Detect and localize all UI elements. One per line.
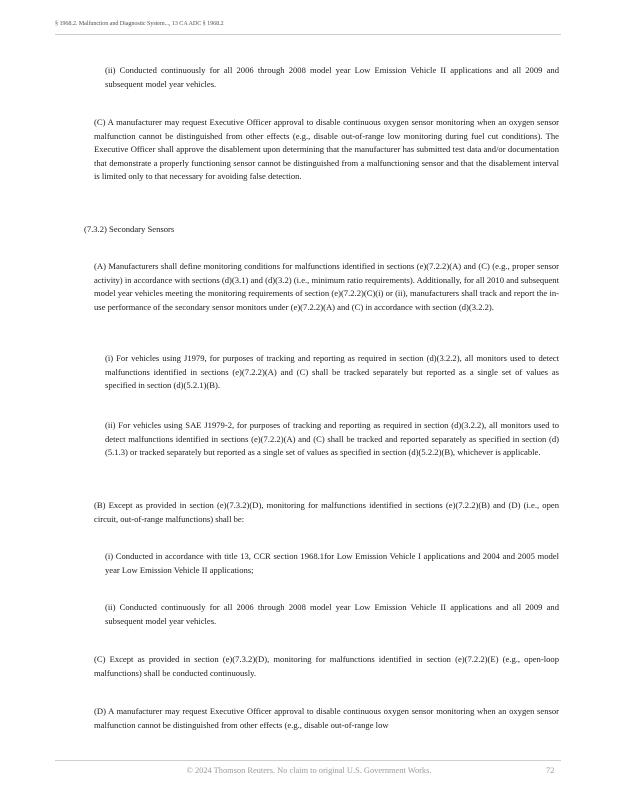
paragraph-a: (A) Manufacturers shall define monitoring conditions for malfunctions identified in sections (e)(7.2.2)(A) and (C) (e.g., proper sensor activity) in accordance with sections (d)(3.1) and (d)(3.2) (i.e., minimum ratio requirements). Additionally, for all 2010 and subsequent model year vehicles meeting the monitoring requirements of section (e)(7.2.2)(C)(i) or (ii), manufacturers shall track and report the in-use performance of the secondary sensor monitors under (e)(7.2.2)(A) and (C) in accordance with section (d)(3.2.2). <box>94 261 559 312</box>
paragraph-c-ii: (ii) Conducted continuously for all 2006 through 2008 model year Low Emission Vehicle II applications and all 2009 and subsequent model year vehicles. <box>105 65 559 89</box>
paragraph-b-ii: (ii) Conducted continuously for all 2006 through 2008 model year Low Emission Vehicle II applications and all 2009 and subsequent model year vehicles. <box>105 602 559 626</box>
paragraph-c: (C) A manufacturer may request Executive Officer approval to disable continuous oxygen sensor monitoring when an oxygen sensor malfunction cannot be distinguished from other effects (e.g., disable out-of-range low monitoring during fuel cut conditions). The Executive Officer shall approve the disablement upon determining that the manufacturer has submitted test data and/or documentation that demonstrate a properly functioning sensor cannot be distinguished from a malfunctioning sensor and that the disablement interval is limited only to that necessary for avoiding false detection. <box>94 117 559 182</box>
paragraph-a-ii: (ii) For vehicles using SAE J1979-2, for purposes of tracking and reporting as required in section (d)(3.2.2), all monitors used to detect malfunctions identified in sections (e)(7.2.2)(A) and (C) shall be tracked and reported separately as specified in section (d)(5.1.3) or tracked separately but reported as a single set of values as specified in section (d)(5.2.2)(B), whichever is applicable. <box>105 420 559 458</box>
running-header: § 1968.2. Malfunction and Diagnostic System..., 13 CA ADC § 1968.2 <box>55 20 224 27</box>
paragraph-b-i: (i) Conducted in accordance with title 13, CCR section 1968.1for Low Emission Vehicle I applications and 2004 and 2005 model year Low Emission Vehicle II applications; <box>105 551 559 575</box>
header-divider <box>55 34 561 35</box>
copyright-notice: © 2024 Thomson Reuters. No claim to original U.S. Government Works. <box>186 766 432 775</box>
paragraph-b: (B) Except as provided in section (e)(7.3.2)(D), monitoring for malfunctions identified in sections (e)(7.2.2)(B) and (D) (i.e., open circuit, out-of-range malfunctions) shall be: <box>94 500 559 524</box>
paragraph-a-i: (i) For vehicles using J1979, for purposes of tracking and reporting as required in section (d)(3.2.2), all monitors used to detect malfunctions identified in sections (e)(7.2.2)(A) and (C) shall be tracked separately but reported as a single set of values as specified in section (d)(5.2.1)(B). <box>105 353 559 391</box>
page-number: 72 <box>546 766 555 775</box>
paragraph-d: (D) A manufacturer may request Executive Officer approval to disable continuous oxygen sensor monitoring when an oxygen sensor malfunction cannot be distinguished from other effects (e.g., disable out-of-range low <box>94 706 559 730</box>
section-heading: (7.3.2) Secondary Sensors <box>84 224 175 234</box>
paragraph-c-continuous: (C) Except as provided in section (e)(7.3.2)(D), monitoring for malfunctions identified in section (e)(7.2.2)(E) (e.g., open-loop malfunctions) shall be conducted continuously. <box>94 654 559 678</box>
footer-divider <box>55 760 561 761</box>
